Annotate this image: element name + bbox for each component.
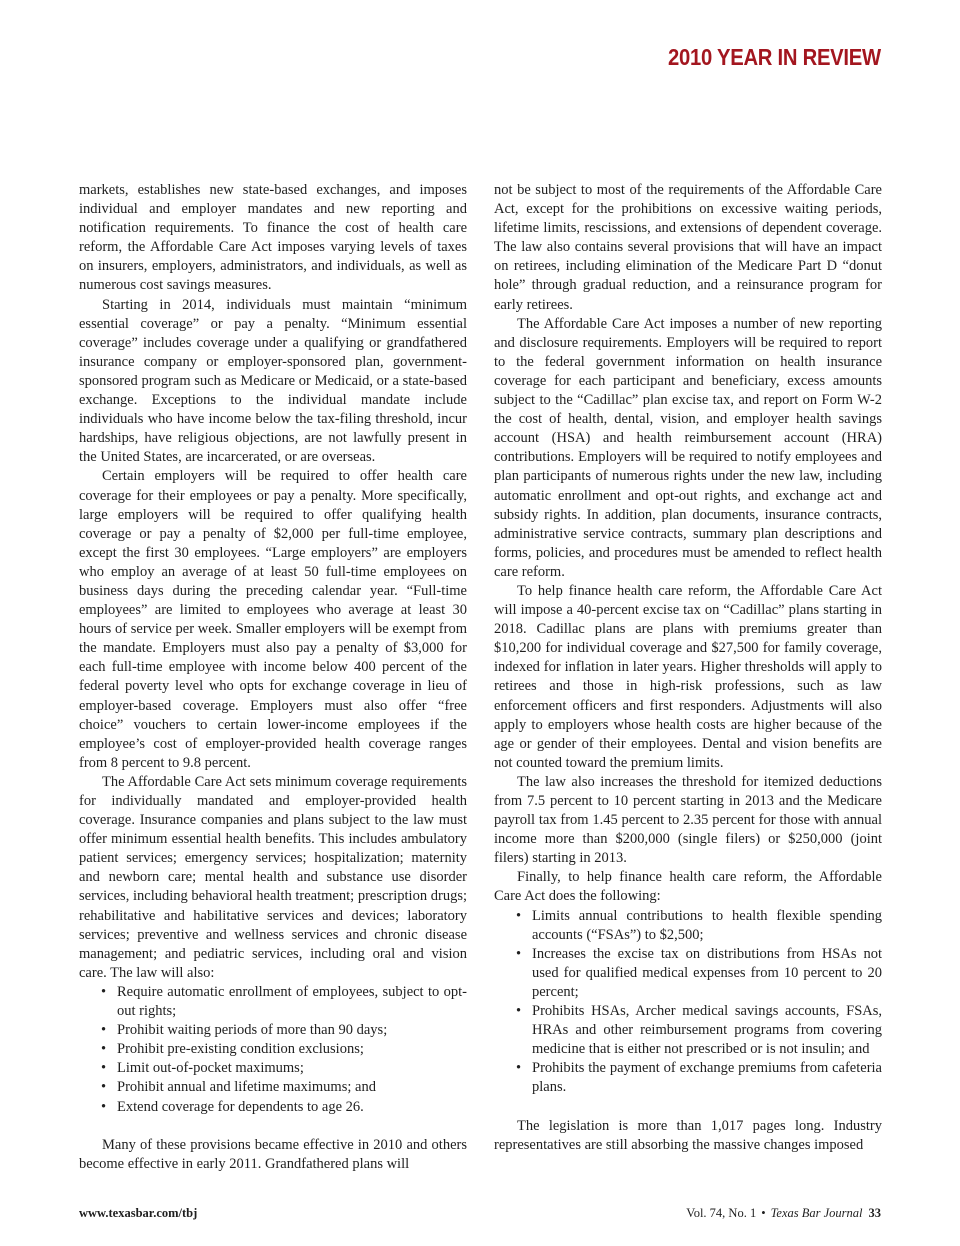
left-text-column xyxy=(79,181,467,1174)
paragraph: Starting in 2014, individuals must maintain “minimum essential coverage” or pay a penalty. “Minimum essential coverage” includes coverage under a qualifying or grandfathered insurance company or employer-sponsored plan, government-sponsored program such as Medicare or Medicaid, or a state-based exchange. Exceptions to the individual mandate include individuals who have income below the tax-filing threshold, incur hardships, have religious objections, are not lawfully present in the United States, are incarcerated, or are overseas. xyxy=(79,296,467,466)
paragraph: Finally, to help finance health care reform, the Affordable Care Act does the following: xyxy=(494,869,882,905)
paragraph: markets, establishes new state-based exchanges, and imposes individual and employer mandates and new reporting and notification requirements. To finance the cost of health care reform, the Affordable Care Act imposes varying levels of taxes on insurers, employers, administrators, and individuals, as well as numerous cost savings measures. xyxy=(79,182,467,294)
list-item: • Prohibit waiting periods of more than 90 days; xyxy=(79,1021,467,1040)
list-item: • Require automatic enrollment of employees, subject to opt-out rights; xyxy=(79,983,467,1021)
list-item: • Prohibit pre-existing condition exclusions; xyxy=(79,1040,467,1059)
paragraph: The law also increases the threshold for itemized deductions from 7.5 percent to 10 percent starting in 2013 and the Medicare payroll tax from 1.45 percent to 2.35 percent for those with annual income more than $200,000 (single filers) or $250,000 (joint filers) starting in 2013. xyxy=(494,773,882,867)
footer-url-link[interactable]: www.texasbar.com/tbj xyxy=(79,1206,198,1220)
section-header-title: 2010 YEAR IN REVIEW xyxy=(668,44,881,70)
list-item: • Limits annual contributions to health flexible spending accounts (“FSAs”) to $2,500; xyxy=(494,907,882,945)
footer-volume: Vol. 74, No. 1 xyxy=(686,1206,757,1220)
paragraph: Certain employers will be required to offer health care coverage for their employees or pay a penalty. More specifically, large employers will be required to offer qualifying health coverage or pay a penalty of $2,000 per full-time employee, except the first 30 employees. “Large employers” are employers who employ an average of at least 50 full-time employees on business days during the preceding calendar year. “Full-time employees” are limited to employees who average at least 30 hours of service per week. Smaller employers will be exempt from the mandate. Employers must also pay a penalty of $3,000 for each full-time employee with income below 400 percent of the federal poverty level who opts for exchange coverage in lieu of employer-based coverage. Employers must also offer “free choice” vouchers to certain lower-income employees if the employee’s cost of employer-provided health coverage ranges from 8 percent to 9.8 percent. xyxy=(79,468,467,771)
list-item: • Increases the excise tax on distributions from HSAs not used for qualified medical expenses from 10 percent to 20 percent; xyxy=(494,945,882,1002)
paragraph: The Affordable Care Act sets minimum coverage requirements for individually mandated and employer-provided health coverage. Insurance companies and plans subject to the law must offer minimum essential health benefits. This includes ambulatory patient services; emergency services; hospitalization; maternity and newborn care; mental health and substance use disorder services, including behavioral health treatment; prescription drugs; rehabilitative and habilitative services and devices; laboratory services; preventive and wellness services and chronic disease management; and pediatric services, including oral and vision care. The law will also: xyxy=(79,773,467,981)
bullet-list xyxy=(79,983,467,1117)
bullet-list xyxy=(494,907,882,1098)
paragraph: Many of these provisions became effective in 2010 and others become effective in early 2011. Grandfathered plans will xyxy=(79,1136,467,1172)
paragraph: To help finance health care reform, the Affordable Care Act will impose a 40-percent excise tax on “Cadillac” plans starting in 2018. Cadillac plans are plans with premiums greater than $10,200 for individual coverage and $27,500 for family coverage, indexed for inflation in later years. Higher thresholds will apply to retirees and those in high-risk professions, such as law enforcement officers and first responders. Adjustments will also apply to employers whose health costs are higher because of the age or gender of their employees. Dental and vision benefits are not counted toward the premium limits. xyxy=(494,582,882,771)
list-item: • Prohibits the payment of exchange premiums from cafeteria plans. xyxy=(494,1059,882,1097)
right-text-column xyxy=(494,181,882,1155)
paragraph: not be subject to most of the requirements of the Affordable Care Act, except for the prohibitions on excessive waiting periods, lifetime limits, rescissions, and extensions of dependent coverage. The law also contains several provisions that will have an impact on retirees, including elimination of the Medicare Part D “donut hole” through gradual reduction, and a reinsurance program for early retirees. xyxy=(494,182,882,313)
list-item: • Prohibits HSAs, Archer medical savings accounts, FSAs, HRAs and other reimbursement programs from covering medicine that is either not prescribed or is not insulin; and xyxy=(494,1002,882,1059)
list-item: • Prohibit annual and lifetime maximums; and xyxy=(79,1078,467,1097)
footer-separator: • xyxy=(761,1206,766,1220)
footer-journal-name: Texas Bar Journal xyxy=(770,1206,863,1220)
paragraph: The Affordable Care Act imposes a number of new reporting and disclosure requirements. Employers will be required to report to the federal government information on health insurance coverage for each participant and beneficiary, excess amounts subject to the “Cadillac” plan excise tax, and report on Form W-2 the cost of health, dental, vision, and employer health savings account (HSA) and health reimbursement account (HRA) contributions. Employers will be required to notify employees and plan participants of numerous rights under the new law, including automatic enrollment and opt-out rights, and exchange act and subsidy rights. In addition, plan documents, insurance contracts, administrative service contracts, summary plan descriptions and forms, policies, and procedures must be amended to reflect health care reform. xyxy=(494,315,882,580)
page-number: 33 xyxy=(868,1206,881,1220)
footer-citation xyxy=(686,1206,881,1221)
list-item: • Extend coverage for dependents to age 26. xyxy=(79,1098,467,1117)
list-item: • Limit out-of-pocket maximums; xyxy=(79,1059,467,1078)
paragraph: The legislation is more than 1,017 pages long. Industry representatives are still absorbing the massive changes imposed xyxy=(494,1117,882,1153)
